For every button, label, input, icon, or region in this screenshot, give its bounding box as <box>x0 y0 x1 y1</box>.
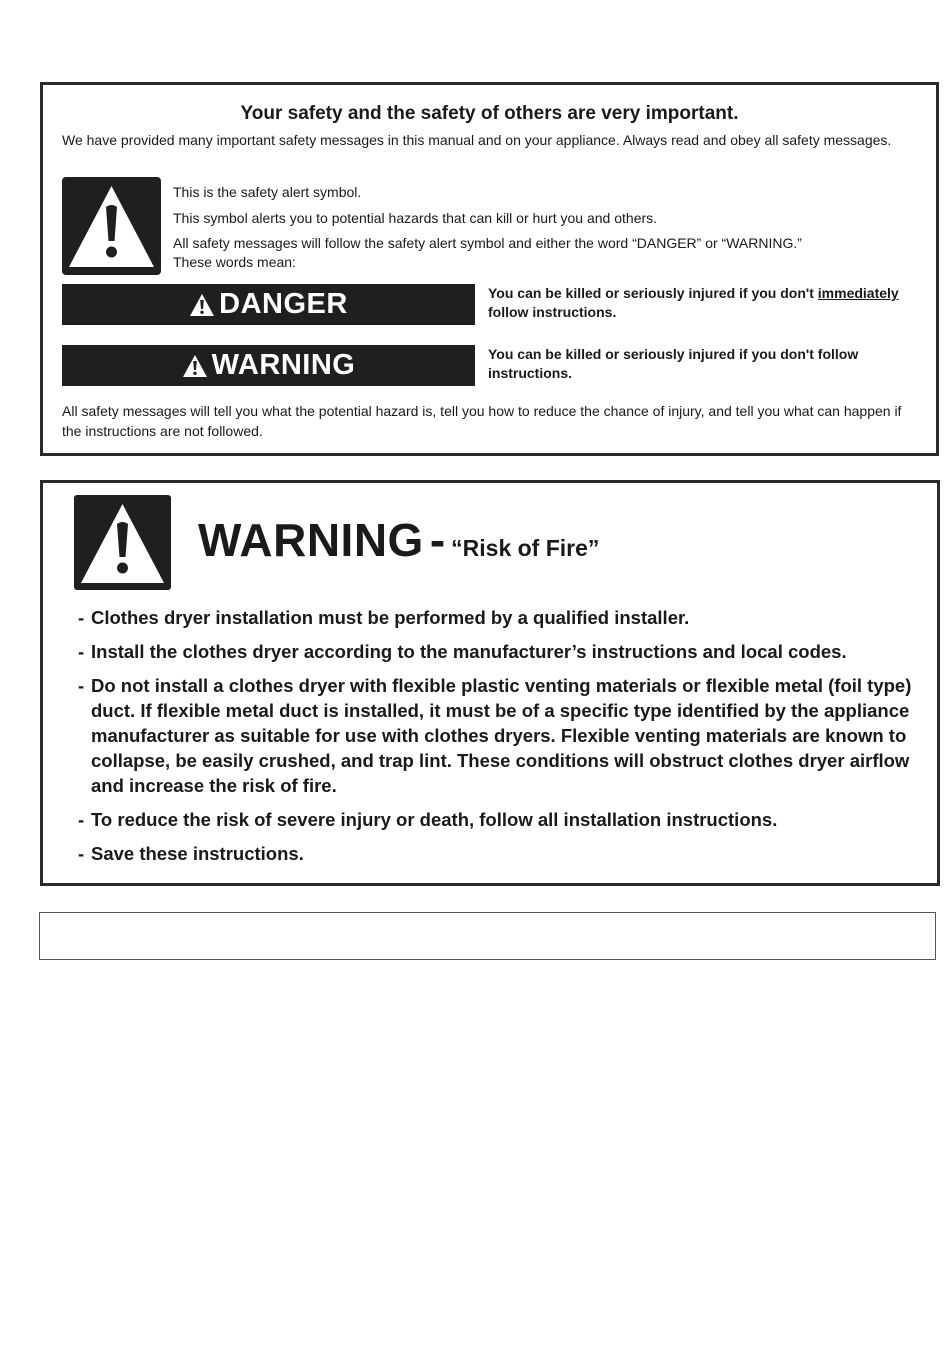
safety-intro: We have provided many important safety messages in this manual and on your appliance. Always read and obey all safety messages. <box>62 132 892 148</box>
symbol-line-3: All safety messages will follow the safety alert symbol and either the word “DANGER” or “WARNING.” <box>173 235 802 251</box>
warning-label: WARNING <box>211 349 356 381</box>
symbol-line-1: This is the safety alert symbol. <box>173 184 362 200</box>
list-item: - To reduce the risk of severe injury or death, follow all installation instructions. <box>78 807 928 832</box>
fire-warning-list <box>78 605 928 875</box>
list-item: - Save these instructions. <box>78 841 928 866</box>
fire-warning-subtitle: “Risk of Fire” <box>451 535 600 561</box>
danger-banner <box>62 284 475 325</box>
safety-footer: All safety messages will tell you what the potential hazard is, tell you how to reduce the chance of injury, and tell you what can happen if the instructions are not followed. <box>62 403 902 439</box>
empty-box <box>39 912 936 960</box>
fire-warning-dash: - <box>429 514 446 566</box>
safety-title: Your safety and the safety of others are very important. <box>240 103 739 124</box>
danger-label: DANGER <box>219 288 348 320</box>
list-item: - Install the clothes dryer according to the manufacturer’s instructions and local codes. <box>78 639 928 664</box>
warning-banner <box>62 345 475 386</box>
danger-description <box>488 284 928 322</box>
warning-alert-icon <box>182 354 208 378</box>
danger-desc-text: You can be killed or seriously injured if you don't <box>488 285 818 301</box>
danger-desc-emphasis: immediately <box>817 285 899 301</box>
fire-warning-box <box>40 480 940 886</box>
danger-alert-icon <box>189 293 215 317</box>
warning-description: You can be killed or seriously injured if you don't follow instructions. <box>488 346 859 381</box>
list-item: - Do not install a clothes dryer with flexible plastic venting materials or flexible metal (foil type) duct. If flexible metal duct is installed, it must be of a specific type identified by the appliance manufacturer as suitable for use with clothes dryers. Flexible venting materials are known to collapse, be easily crushed, and trap lint. These conditions will obstruct clothes dryer airflow and increase the risk of fire. <box>78 673 928 798</box>
danger-desc-text-end: follow instructions. <box>488 304 617 320</box>
fire-warning-title: WARNING <box>198 514 424 566</box>
symbol-line-4: These words mean: <box>173 254 296 270</box>
safety-alert-icon <box>62 177 161 275</box>
fire-warning-heading <box>198 513 599 567</box>
safety-info-box <box>40 82 939 456</box>
list-item: - Clothes dryer installation must be performed by a qualified installer. <box>78 605 928 630</box>
safety-alert-icon <box>74 495 171 590</box>
symbol-line-2: This symbol alerts you to potential hazards that can kill or hurt you and others. <box>173 210 658 226</box>
